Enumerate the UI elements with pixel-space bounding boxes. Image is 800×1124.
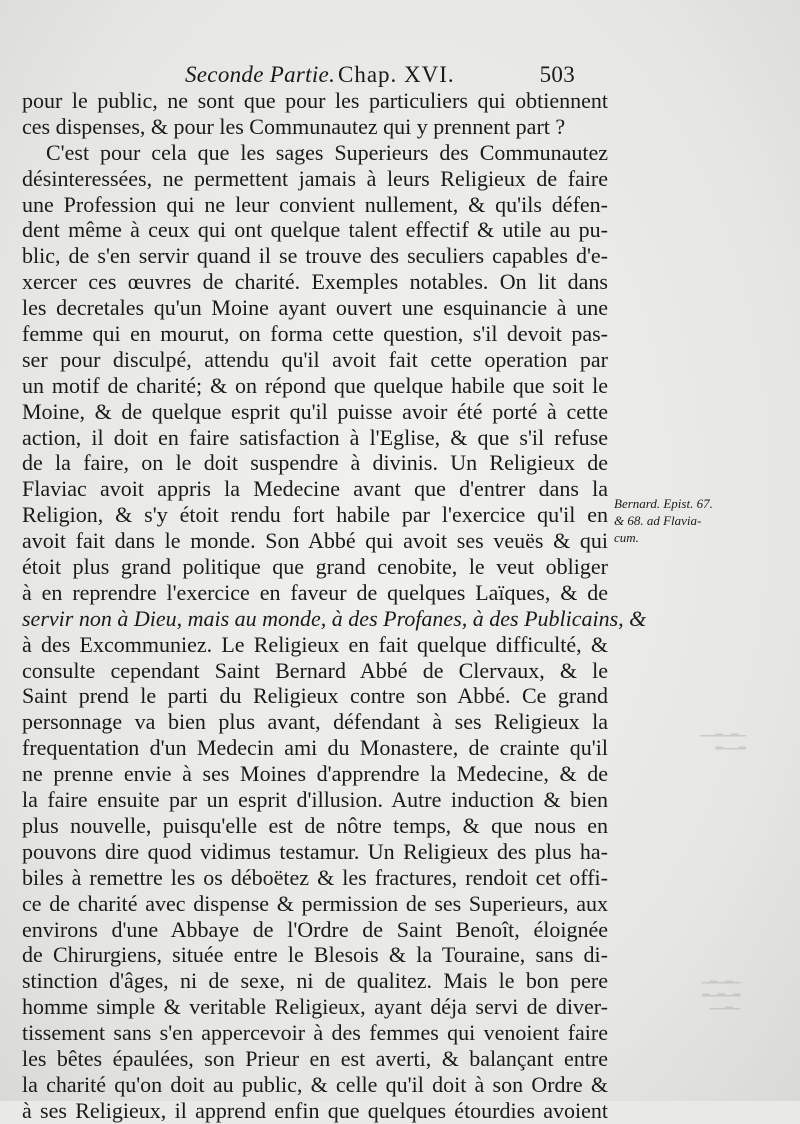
text-line: plus nouvelle, puisqu'elle est de nôtre temps, & que nous en — [22, 812, 608, 838]
text-line: environs d'une Abbaye de l'Ordre de Saint Benoît, éloignée — [22, 916, 608, 942]
margin-note-line: Bernard. Epist. 67. — [614, 496, 713, 511]
text-line: la charité qu'on doit au public, & celle qu'il doit à son Ordre & — [22, 1071, 608, 1097]
text-line: de Chirurgiens, située entre le Blesois & la Touraine, sans di- — [22, 942, 608, 968]
text-line: femme qui en mourut, on forma cette question, s'il devoit pas- — [22, 321, 608, 347]
text-line: Religion, & s'y étoit rendu fort habile par l'exercice qu'il en — [22, 502, 608, 528]
text-line: homme simple & veritable Religieux, ayant déja servi de diver- — [22, 994, 608, 1020]
margin-note-line: & 68. ad Flavia- — [614, 513, 702, 528]
text-line: la faire ensuite par un esprit d'illusion. Autre induction & bien — [22, 787, 608, 813]
text-line: à ses Religieux, il apprend enfin que quelques étourdies avoient — [22, 1097, 608, 1123]
text-line: xercer ces œuvres de charité. Exemples notables. On lit dans — [22, 269, 608, 295]
text-line: ser pour disculpé, attendu qu'il avoit fait cette operation par — [22, 346, 608, 372]
text-line: tissement sans s'en appercevoir à des femmes qui venoient faire — [22, 1020, 608, 1046]
text-line: Saint prend le parti du Religieux contre son Abbé. Ce grand — [22, 683, 608, 709]
running-title: Seconde Partie. — [185, 62, 336, 87]
text-line: consulte cependant Saint Bernard Abbé de Clervaux, & le — [22, 657, 608, 683]
bleed-through-mark: ▁▂▁▂▁ ▂▁▂▁▂ ▁▂▁▁ — [702, 973, 741, 1010]
text-line: personnage va bien plus avant, défendant à ses Religieux la — [22, 709, 608, 735]
text-line: les decretales qu'un Moine ayant ouvert une esquinancie à une — [22, 295, 608, 321]
text-line: à des Excommuniez. Le Religieux en fait quelque difficulté, & — [22, 631, 608, 657]
text-line: action, il doit en faire satisfaction à l'Eglise, & que s'il refuse — [22, 424, 608, 450]
text-line: Flaviac avoit appris la Medecine avant que d'entrer dans la — [22, 476, 608, 502]
page-number: 503 — [539, 62, 575, 87]
text-line: ces dispenses, & pour les Communautez qui y prennent part ? — [22, 113, 566, 139]
text-line: ne prenne envie à ses Moines d'apprendre la Medecine, & de — [22, 761, 608, 787]
text-line: ce de charité avec dispense & permission de ses Superieurs, aux — [22, 890, 608, 916]
text-line: Moine, & de quelque esprit qu'il puisse avoir été porté à cette — [22, 398, 608, 424]
text-line: dent même à ceux qui ont quelque talent effectif & utile au pu- — [22, 217, 608, 243]
text-line: désinteressées, ne permettent jamais à leurs Religieux de faire — [22, 165, 608, 191]
text-line: un motif de charité; & on répond que quelque habile que soit le — [22, 372, 608, 398]
text-line: une Profession qui ne leur convient nullement, & qu'ils défen- — [22, 191, 608, 217]
text-line: pouvons dire quod vidimus testamur. Un Religieux des plus ha- — [22, 838, 608, 864]
text-line: biles à remettre les os déboëtez & les fractures, rendoit cet offi- — [22, 864, 608, 890]
text-line: C'est pour cela que les sages Superieurs des Communautez — [46, 139, 608, 165]
text-line: servir non à Dieu, mais au monde, à des Profanes, à des Publicains, & — [22, 605, 647, 631]
text-line: les bêtes épaulées, son Prieur en est averti, & balançant entre — [22, 1045, 608, 1071]
chapter-heading: Chap. XVI. — [338, 62, 455, 87]
margin-note-line: cum. — [614, 530, 639, 545]
text-line: avoit fait dans le monde. Son Abbé qui avoit ses veuës & qui — [22, 528, 608, 554]
bleed-through-mark: ▁▂▁▂▁▁ ▂▁▁▂ — [700, 726, 747, 750]
text-line: pour le public, ne sont que pour les particuliers qui obtiennent — [22, 88, 608, 113]
text-line: étoit plus grand politique que grand cenobite, le veut obliger — [22, 554, 608, 580]
text-line: à en reprendre l'exercice en faveur de quelques Laïques, & de — [22, 579, 608, 605]
margin-note — [614, 495, 794, 546]
text-line: frequentation d'un Medecin ami du Monastere, de crainte qu'il — [22, 735, 608, 761]
text-line: stinction d'âges, ni de sexe, ni de qualitez. Mais le bon pere — [22, 968, 608, 994]
text-line: blic, de s'en servir quand il se trouve des seculiers capables d'e- — [22, 243, 608, 269]
text-line: de la faire, on le doit suspendre à divinis. Un Religieux de — [22, 450, 608, 476]
